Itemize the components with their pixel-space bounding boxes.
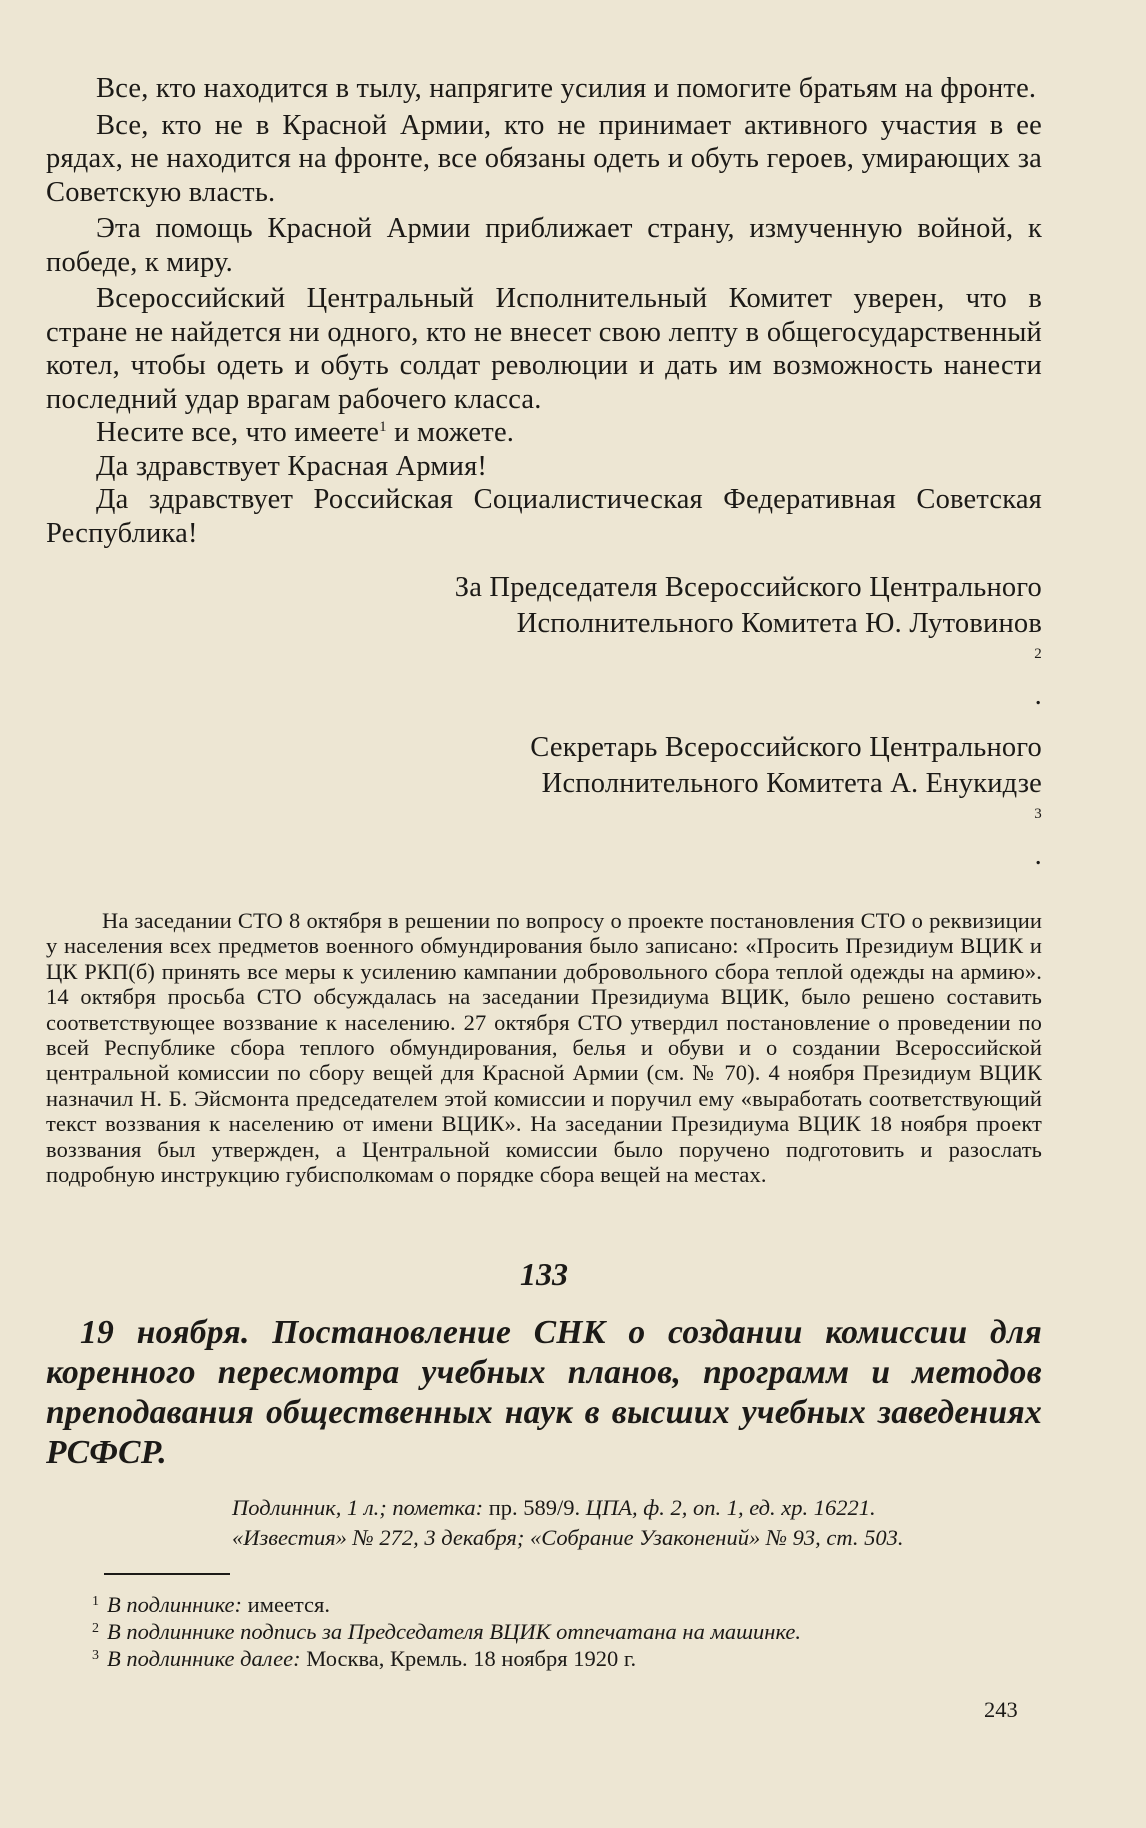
signature-chairman (46, 570, 1042, 714)
signature-name: Исполнительного Комитета Ю. Лутовинов (516, 608, 1042, 639)
paragraph-text: Несите все, что имеете (96, 417, 380, 448)
paragraph: Все, кто находится в тылу, напрягите усилия и помогите братьям на фронте. (96, 73, 1037, 104)
footnotes (92, 1591, 1042, 1672)
source-entry (184, 1495, 1042, 1521)
document-title: 19 ноября. Постановление СНК о создании комиссии для коренного пересмотра учебных планов, программ и методов преподавания общественных наук в высших учебных заведениях РСФСР. (46, 1314, 1042, 1472)
signature-line: За Председателя Всероссийского Центрального (454, 572, 1042, 603)
footnote-italic: В подлиннике подпись за Председателя ВЦИК отпечатана на машинке. (107, 1619, 802, 1645)
source-text: пр. 589/9. (483, 1495, 586, 1521)
paragraph: Да здравствует Российская Социалистическая Федеративная Советская Республика! (46, 484, 1042, 549)
document-number: 133 (520, 1256, 568, 1293)
source-text: ЦПА, ф. 2, оп. 1, ед. хр. 16221. (585, 1495, 876, 1521)
signature-line (46, 606, 1042, 714)
footnote-italic: В подлиннике: (107, 1592, 243, 1618)
signature-line (46, 766, 1042, 874)
paragraph: Эта помощь Красной Армии приближает страну, измученную войной, к победе, к миру. (46, 213, 1042, 278)
footnote (92, 1645, 1042, 1672)
signature-end: . (1034, 840, 1042, 871)
archival-sources (184, 1495, 1042, 1551)
footnote-divider (104, 1573, 230, 1575)
footnote (92, 1618, 1042, 1645)
page-number: 243 (984, 1697, 1018, 1722)
source-entry: «Известия» № 272, 3 декабря; «Собрание Узаконений» № 93, ст. 503. (232, 1525, 904, 1551)
source-text: Подлинник, 1 л.; пометка: (232, 1495, 484, 1521)
footnote-number: 1 (92, 1594, 99, 1610)
paragraph: Да здравствует Красная Армия! (96, 450, 488, 482)
footnote-mark: 3 (1034, 806, 1042, 822)
footnote-number: 2 (92, 1621, 99, 1637)
footnote-number: 3 (92, 1648, 99, 1664)
appeal-body (46, 72, 1042, 550)
signature-line: Секретарь Всероссийского Центрального (530, 732, 1042, 763)
footnote-text: Москва, Кремль. 18 ноября 1920 г. (300, 1646, 637, 1672)
footnote-mark: 2 (1034, 646, 1042, 662)
paragraph: Всероссийский Центральный Исполнительный Комитет уверен, что в стране не найдется ни одного, кто не внесет свою лепту в общегосударственный котел, чтобы одеть и обуть солдат революции и дать им возможность нанести последний удар врагам рабочего класса. (46, 283, 1042, 415)
signature-name: Исполнительного Комитета А. Енукидзе (541, 768, 1042, 799)
footnote-mark: 1 (379, 419, 387, 435)
footnote-text: имеется. (242, 1592, 330, 1618)
signatures (46, 570, 1042, 874)
signature-secretary (46, 730, 1042, 874)
paragraph (46, 416, 1042, 450)
editorial-note: На заседании СТО 8 октября в решении по вопросу о проекте постановления СТО о реквизиции у населения всех предметов военного обмундирования было записано: «Просить Президиум ВЦИК и ЦК РКП(б) принять все меры к усилению кампании добровольного сбора теплой одежды на армию». 14 октября просьба СТО обсуждалась на заседании Президиума ВЦИК, было решено составить соответствующее воззвание к населению. 27 октября СТО утвердил постановление о проведении по всей Республике сбора теплого обмундирования, белья и обуви и о создании Всероссийской центральной комиссии по сбору вещей для Красной Армии (см. № 70). 4 ноября Президиум ВЦИК назначил Н. Б. Эйсмонта председателем этой комиссии и поручил ему «выработать соответствующий текст воззвания к населению от имени ВЦИК». На заседании Президиума ВЦИК 18 ноября проект воззвания был утвержден, а Центральной комиссии было поручено подготовить и разослать подробную инструкцию губисполкомам о порядке сбора вещей на местах. (46, 908, 1042, 1188)
paragraph-text: и можете. (386, 417, 515, 448)
footnote-italic: В подлиннике далее: (107, 1646, 301, 1672)
footnote (92, 1591, 1042, 1618)
signature-end: . (1034, 680, 1042, 711)
paragraph: Все, кто не в Красной Армии, кто не принимает активного участия в ее рядах, не находится на фронте, все обязаны одеть и обуть героев, умирающих за Советскую власть. (46, 109, 1042, 208)
